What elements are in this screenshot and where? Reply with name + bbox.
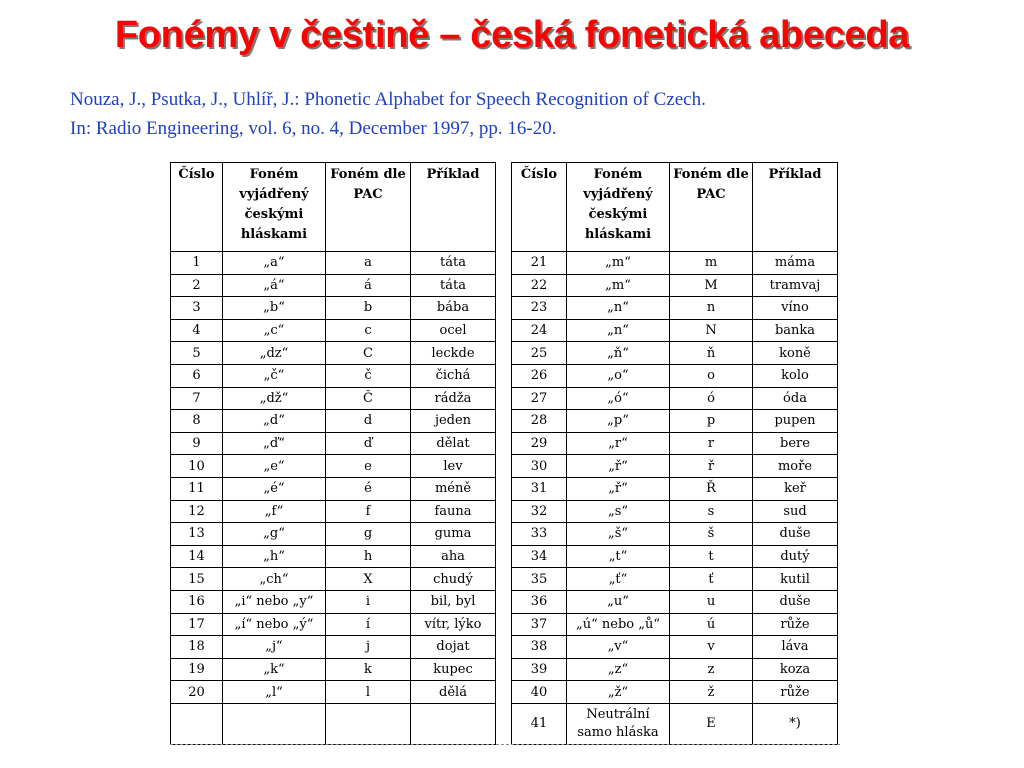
cell-number: 25 <box>512 342 567 365</box>
table-row <box>512 410 838 433</box>
table-header-row <box>512 163 838 252</box>
header-phoneme-czech: Foném vyjádřený českými hláskami <box>223 163 326 252</box>
cell-number: 12 <box>171 500 223 523</box>
cell-phoneme-pac: c <box>326 319 411 342</box>
cell-number: 37 <box>512 613 567 636</box>
cell-phoneme-czech: „l“ <box>223 681 326 704</box>
cell-phoneme-czech: Neutrální samo hláska <box>567 703 670 744</box>
table-row <box>171 590 496 613</box>
phoneme-table-left <box>170 162 496 745</box>
cell-number: 34 <box>512 545 567 568</box>
table-row <box>512 252 838 275</box>
header-example: Příklad <box>411 163 496 252</box>
cell-phoneme-pac: ř <box>670 455 753 478</box>
cell-phoneme-pac: C <box>326 342 411 365</box>
table-row <box>171 364 496 387</box>
reference-line-2: In: Radio Engineering, vol. 6, no. 4, December 1997, pp. 16-20. <box>70 118 557 139</box>
cell-example: koza <box>753 658 838 681</box>
cell-example: dělá <box>411 681 496 704</box>
cell-number: 22 <box>512 274 567 297</box>
cell-number: 8 <box>171 410 223 433</box>
cell-phoneme-pac: f <box>326 500 411 523</box>
cell-phoneme-pac: m <box>670 252 753 275</box>
cell-phoneme-pac: b <box>326 297 411 320</box>
cell-number: 21 <box>512 252 567 275</box>
cell-example: tramvaj <box>753 274 838 297</box>
cell-phoneme-pac: á <box>326 274 411 297</box>
cell-example: víno <box>753 297 838 320</box>
cell-phoneme-pac: ť <box>670 568 753 591</box>
cell-example: kutil <box>753 568 838 591</box>
header-phoneme-czech: Foném vyjádřený českými hláskami <box>567 163 670 252</box>
cell-phoneme-pac: l <box>326 681 411 704</box>
cell-example: óda <box>753 387 838 410</box>
phoneme-table-right <box>511 162 838 745</box>
table-row <box>171 410 496 433</box>
cell-phoneme-czech: „j“ <box>223 636 326 659</box>
cell-example: bere <box>753 432 838 455</box>
cell-example: keř <box>753 477 838 500</box>
cell-number: 1 <box>171 252 223 275</box>
table-body-left <box>171 252 496 745</box>
cell-number: 5 <box>171 342 223 365</box>
cell-phoneme-czech: „r“ <box>567 432 670 455</box>
table-row <box>512 613 838 636</box>
table-row <box>512 387 838 410</box>
cell-phoneme-czech: „u“ <box>567 590 670 613</box>
cell-phoneme-pac: é <box>326 477 411 500</box>
cell-number: 31 <box>512 477 567 500</box>
cell-phoneme-pac <box>326 703 411 744</box>
cell-number: 9 <box>171 432 223 455</box>
cell-example: dělat <box>411 432 496 455</box>
cell-phoneme-pac: t <box>670 545 753 568</box>
cell-phoneme-pac: a <box>326 252 411 275</box>
cell-phoneme-pac: n <box>670 297 753 320</box>
cell-number: 35 <box>512 568 567 591</box>
cell-example: táta <box>411 274 496 297</box>
cell-phoneme-pac: g <box>326 523 411 546</box>
cell-phoneme-pac: M <box>670 274 753 297</box>
cell-number: 7 <box>171 387 223 410</box>
table-row <box>512 455 838 478</box>
table-row <box>512 523 838 546</box>
cell-phoneme-czech: „f“ <box>223 500 326 523</box>
cell-number: 6 <box>171 364 223 387</box>
cell-number: 19 <box>171 658 223 681</box>
cell-phoneme-pac: ď <box>326 432 411 455</box>
cell-example: koně <box>753 342 838 365</box>
cell-number: 4 <box>171 319 223 342</box>
cell-example: kolo <box>753 364 838 387</box>
cell-phoneme-czech: „ř“ <box>567 455 670 478</box>
cell-phoneme-pac: i <box>326 590 411 613</box>
cell-number: 2 <box>171 274 223 297</box>
cell-phoneme-pac: r <box>670 432 753 455</box>
cell-number: 26 <box>512 364 567 387</box>
cell-phoneme-czech: „ú“ nebo „ů“ <box>567 613 670 636</box>
cell-phoneme-pac: e <box>326 455 411 478</box>
table-row <box>512 297 838 320</box>
cell-phoneme-pac: k <box>326 658 411 681</box>
cell-phoneme-czech: „h“ <box>223 545 326 568</box>
cell-example: pupen <box>753 410 838 433</box>
cell-example <box>411 703 496 744</box>
table-header-row <box>171 163 496 252</box>
cell-number: 18 <box>171 636 223 659</box>
table-row <box>512 568 838 591</box>
cell-number: 32 <box>512 500 567 523</box>
cell-example: guma <box>411 523 496 546</box>
cell-example: jeden <box>411 410 496 433</box>
cell-phoneme-czech: „ó“ <box>567 387 670 410</box>
cell-example: banka <box>753 319 838 342</box>
table-row <box>512 590 838 613</box>
table-row <box>171 319 496 342</box>
cell-example: rádža <box>411 387 496 410</box>
cell-phoneme-pac: d <box>326 410 411 433</box>
cell-number: 38 <box>512 636 567 659</box>
cell-phoneme-pac: v <box>670 636 753 659</box>
table-row <box>512 681 838 704</box>
cell-phoneme-czech: „t“ <box>567 545 670 568</box>
cell-example: aha <box>411 545 496 568</box>
cell-example: méně <box>411 477 496 500</box>
table-row <box>171 455 496 478</box>
cell-phoneme-pac: N <box>670 319 753 342</box>
footer-divider <box>170 744 840 748</box>
cell-phoneme-czech: „m“ <box>567 252 670 275</box>
cell-example: kupec <box>411 658 496 681</box>
cell-number: 11 <box>171 477 223 500</box>
cell-example: máma <box>753 252 838 275</box>
cell-number: 39 <box>512 658 567 681</box>
cell-phoneme-pac: p <box>670 410 753 433</box>
cell-example: dojat <box>411 636 496 659</box>
cell-phoneme-czech: „dž“ <box>223 387 326 410</box>
table-row <box>171 568 496 591</box>
page-title: Fonémy v češtině – česká fonetická abeceda <box>114 14 910 56</box>
cell-phoneme-pac: u <box>670 590 753 613</box>
cell-phoneme-czech: „í“ nebo „ý“ <box>223 613 326 636</box>
cell-example: *) <box>753 703 838 744</box>
table-row <box>171 658 496 681</box>
cell-phoneme-pac: Č <box>326 387 411 410</box>
cell-phoneme-pac: ó <box>670 387 753 410</box>
cell-phoneme-czech: „c“ <box>223 319 326 342</box>
cell-phoneme-czech: „g“ <box>223 523 326 546</box>
cell-example: čichá <box>411 364 496 387</box>
table-row <box>171 477 496 500</box>
cell-phoneme-czech: „ň“ <box>567 342 670 365</box>
cell-phoneme-czech: „dz“ <box>223 342 326 365</box>
cell-phoneme-czech: „á“ <box>223 274 326 297</box>
cell-example: moře <box>753 455 838 478</box>
table-row <box>171 636 496 659</box>
cell-phoneme-pac: š <box>670 523 753 546</box>
cell-phoneme-czech: „ch“ <box>223 568 326 591</box>
cell-number: 28 <box>512 410 567 433</box>
cell-number: 10 <box>171 455 223 478</box>
cell-example: vítr, lýko <box>411 613 496 636</box>
table-row <box>171 500 496 523</box>
cell-number <box>171 703 223 744</box>
table-row <box>512 500 838 523</box>
cell-phoneme-czech <box>223 703 326 744</box>
cell-phoneme-czech: „z“ <box>567 658 670 681</box>
cell-example: bába <box>411 297 496 320</box>
cell-phoneme-czech: „b“ <box>223 297 326 320</box>
cell-phoneme-czech: „ž“ <box>567 681 670 704</box>
table-row <box>171 545 496 568</box>
cell-example: růže <box>753 681 838 704</box>
cell-number: 36 <box>512 590 567 613</box>
cell-phoneme-pac: ž <box>670 681 753 704</box>
table-row <box>171 297 496 320</box>
cell-phoneme-czech: „v“ <box>567 636 670 659</box>
cell-phoneme-czech: „s“ <box>567 500 670 523</box>
header-number: Číslo <box>171 163 223 252</box>
header-phoneme-pac: Foném dle PAC <box>670 163 753 252</box>
cell-number: 13 <box>171 523 223 546</box>
table-row <box>512 364 838 387</box>
cell-example: dutý <box>753 545 838 568</box>
cell-phoneme-czech: „a“ <box>223 252 326 275</box>
cell-example: duše <box>753 590 838 613</box>
table-row <box>512 703 838 744</box>
cell-phoneme-pac: č <box>326 364 411 387</box>
cell-phoneme-pac: ú <box>670 613 753 636</box>
cell-phoneme-pac: X <box>326 568 411 591</box>
cell-number: 3 <box>171 297 223 320</box>
cell-phoneme-czech: „e“ <box>223 455 326 478</box>
cell-phoneme-pac: ň <box>670 342 753 365</box>
cell-phoneme-czech: „n“ <box>567 319 670 342</box>
cell-example: bil, byl <box>411 590 496 613</box>
table-row <box>512 545 838 568</box>
cell-number: 41 <box>512 703 567 744</box>
header-phoneme-pac: Foném dle PAC <box>326 163 411 252</box>
table-row <box>171 342 496 365</box>
table-row <box>171 252 496 275</box>
cell-number: 14 <box>171 545 223 568</box>
cell-number: 27 <box>512 387 567 410</box>
cell-example: duše <box>753 523 838 546</box>
cell-number: 24 <box>512 319 567 342</box>
cell-phoneme-czech: „ř“ <box>567 477 670 500</box>
cell-phoneme-czech: „o“ <box>567 364 670 387</box>
table-row <box>171 274 496 297</box>
cell-example: fauna <box>411 500 496 523</box>
table-body-right <box>512 252 838 745</box>
cell-number: 40 <box>512 681 567 704</box>
cell-phoneme-pac: z <box>670 658 753 681</box>
cell-number: 16 <box>171 590 223 613</box>
cell-phoneme-czech: „ť“ <box>567 568 670 591</box>
header-example: Příklad <box>753 163 838 252</box>
cell-example: lev <box>411 455 496 478</box>
cell-phoneme-czech: „m“ <box>567 274 670 297</box>
table-row <box>171 613 496 636</box>
cell-phoneme-czech: „é“ <box>223 477 326 500</box>
table-row <box>171 703 496 744</box>
table-row <box>512 636 838 659</box>
cell-example: leckde <box>411 342 496 365</box>
cell-phoneme-pac: o <box>670 364 753 387</box>
reference-line-1: Nouza, J., Psutka, J., Uhlíř, J.: Phonetic Alphabet for Speech Recognition of Czech. <box>70 89 706 110</box>
table-row <box>171 432 496 455</box>
table-row <box>512 319 838 342</box>
table-row <box>512 477 838 500</box>
cell-phoneme-czech: „k“ <box>223 658 326 681</box>
cell-phoneme-czech: „n“ <box>567 297 670 320</box>
cell-phoneme-czech: „ď“ <box>223 432 326 455</box>
cell-example: růže <box>753 613 838 636</box>
cell-number: 33 <box>512 523 567 546</box>
table-row <box>512 432 838 455</box>
cell-example: sud <box>753 500 838 523</box>
table-row <box>512 342 838 365</box>
cell-example: ocel <box>411 319 496 342</box>
cell-phoneme-pac: E <box>670 703 753 744</box>
cell-example: táta <box>411 252 496 275</box>
cell-number: 29 <box>512 432 567 455</box>
cell-phoneme-pac: Ř <box>670 477 753 500</box>
table-row <box>171 387 496 410</box>
cell-phoneme-czech: „č“ <box>223 364 326 387</box>
cell-phoneme-czech: „š“ <box>567 523 670 546</box>
cell-number: 17 <box>171 613 223 636</box>
cell-number: 30 <box>512 455 567 478</box>
table-row <box>171 681 496 704</box>
cell-phoneme-czech: „i“ nebo „y“ <box>223 590 326 613</box>
table-row <box>512 274 838 297</box>
cell-phoneme-pac: s <box>670 500 753 523</box>
cell-example: láva <box>753 636 838 659</box>
table-row <box>171 523 496 546</box>
cell-phoneme-pac: j <box>326 636 411 659</box>
cell-example: chudý <box>411 568 496 591</box>
cell-number: 20 <box>171 681 223 704</box>
cell-phoneme-pac: í <box>326 613 411 636</box>
cell-phoneme-czech: „p“ <box>567 410 670 433</box>
header-number: Číslo <box>512 163 567 252</box>
cell-phoneme-czech: „d“ <box>223 410 326 433</box>
cell-number: 23 <box>512 297 567 320</box>
cell-phoneme-pac: h <box>326 545 411 568</box>
cell-number: 15 <box>171 568 223 591</box>
table-row <box>512 658 838 681</box>
